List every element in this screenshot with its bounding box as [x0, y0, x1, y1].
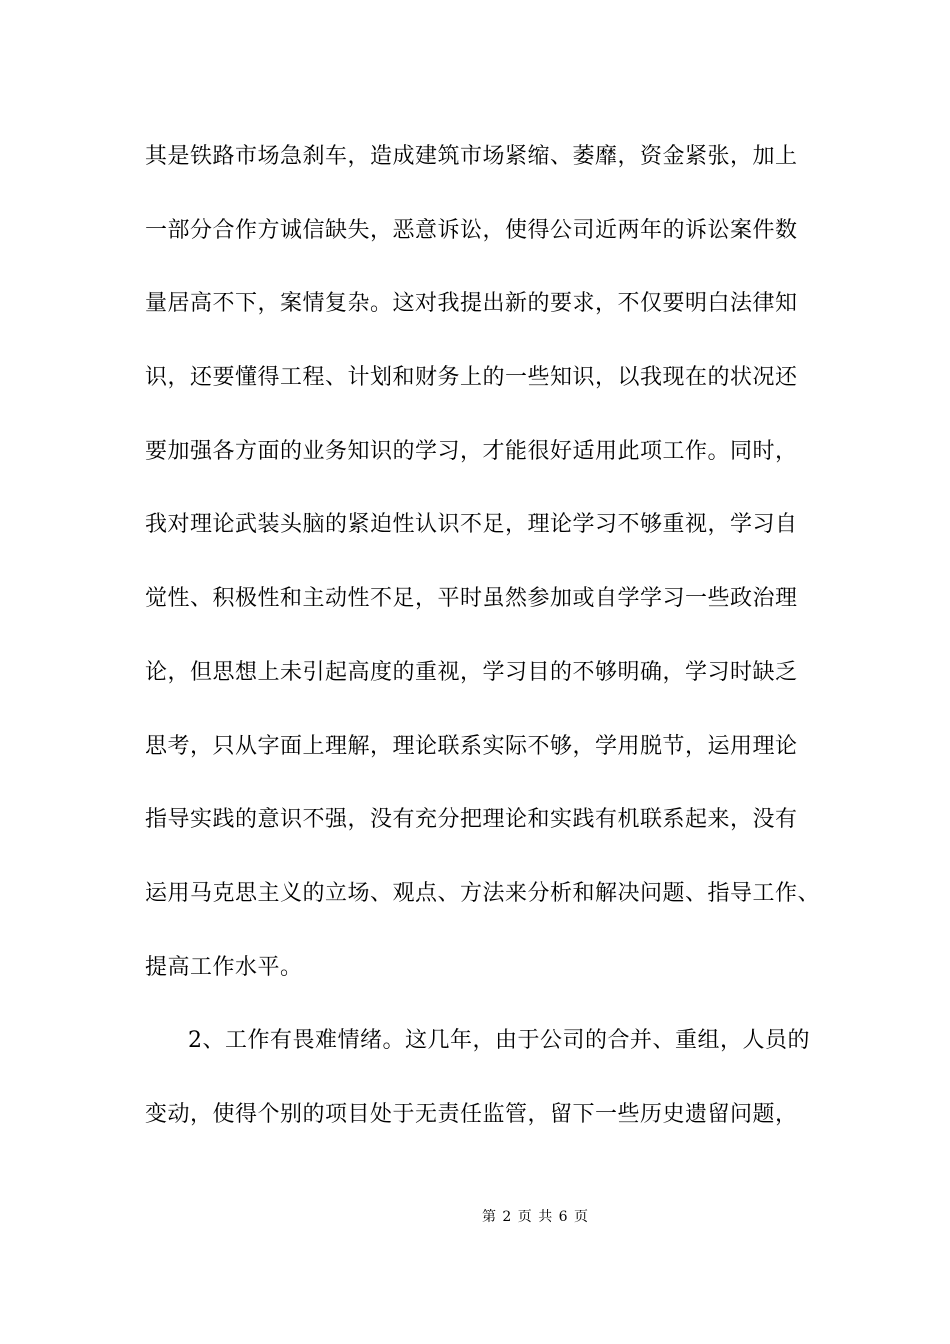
text-line: 思考，只从字面上理解，理论联系实际不够，学用脱节，运用理论	[145, 733, 798, 759]
text-line: 一部分合作方诚信缺失，恶意诉讼，使得公司近两年的诉讼案件数	[145, 217, 798, 243]
text-line: 我对理论武装头脑的紧迫性认识不足，理论学习不够重视，学习自	[145, 512, 798, 538]
text-line: 运用马克思主义的立场、观点、方法来分析和解决问题、指导工作、	[145, 880, 821, 906]
text-line: 觉性、积极性和主动性不足，平时虽然参加或自学学习一些政治理	[145, 586, 798, 612]
paragraph-start-line: 2、工作有畏难情绪。这几年，由于公司的合并、重组，人员的	[188, 1028, 810, 1054]
text-line: 识，还要懂得工程、计划和财务上的一些知识，以我现在的状况还	[145, 365, 798, 391]
text-line: 量居高不下，案情复杂。这对我提出新的要求，不仅要明白法律知	[145, 291, 798, 317]
text-line: 变动，使得个别的项目处于无责任监管，留下一些历史遗留问题，	[145, 1101, 798, 1127]
text-line: 要加强各方面的业务知识的学习，才能很好适用此项工作。同时，	[145, 438, 798, 464]
body-text	[145, 137, 835, 1169]
page-number-footer: 第 2 页 共 6 页	[481, 1209, 589, 1225]
text-line: 其是铁路市场急刹车，造成建筑市场紧缩、萎靡，资金紧张，加上	[145, 144, 798, 169]
text-line: 论，但思想上未引起高度的重视，学习目的不够明确，学习时缺乏	[145, 659, 798, 685]
text-line: 提高工作水平。	[145, 954, 303, 980]
text-line: 指导实践的意识不强，没有充分把理论和实践有机联系起来，没有	[145, 807, 798, 833]
